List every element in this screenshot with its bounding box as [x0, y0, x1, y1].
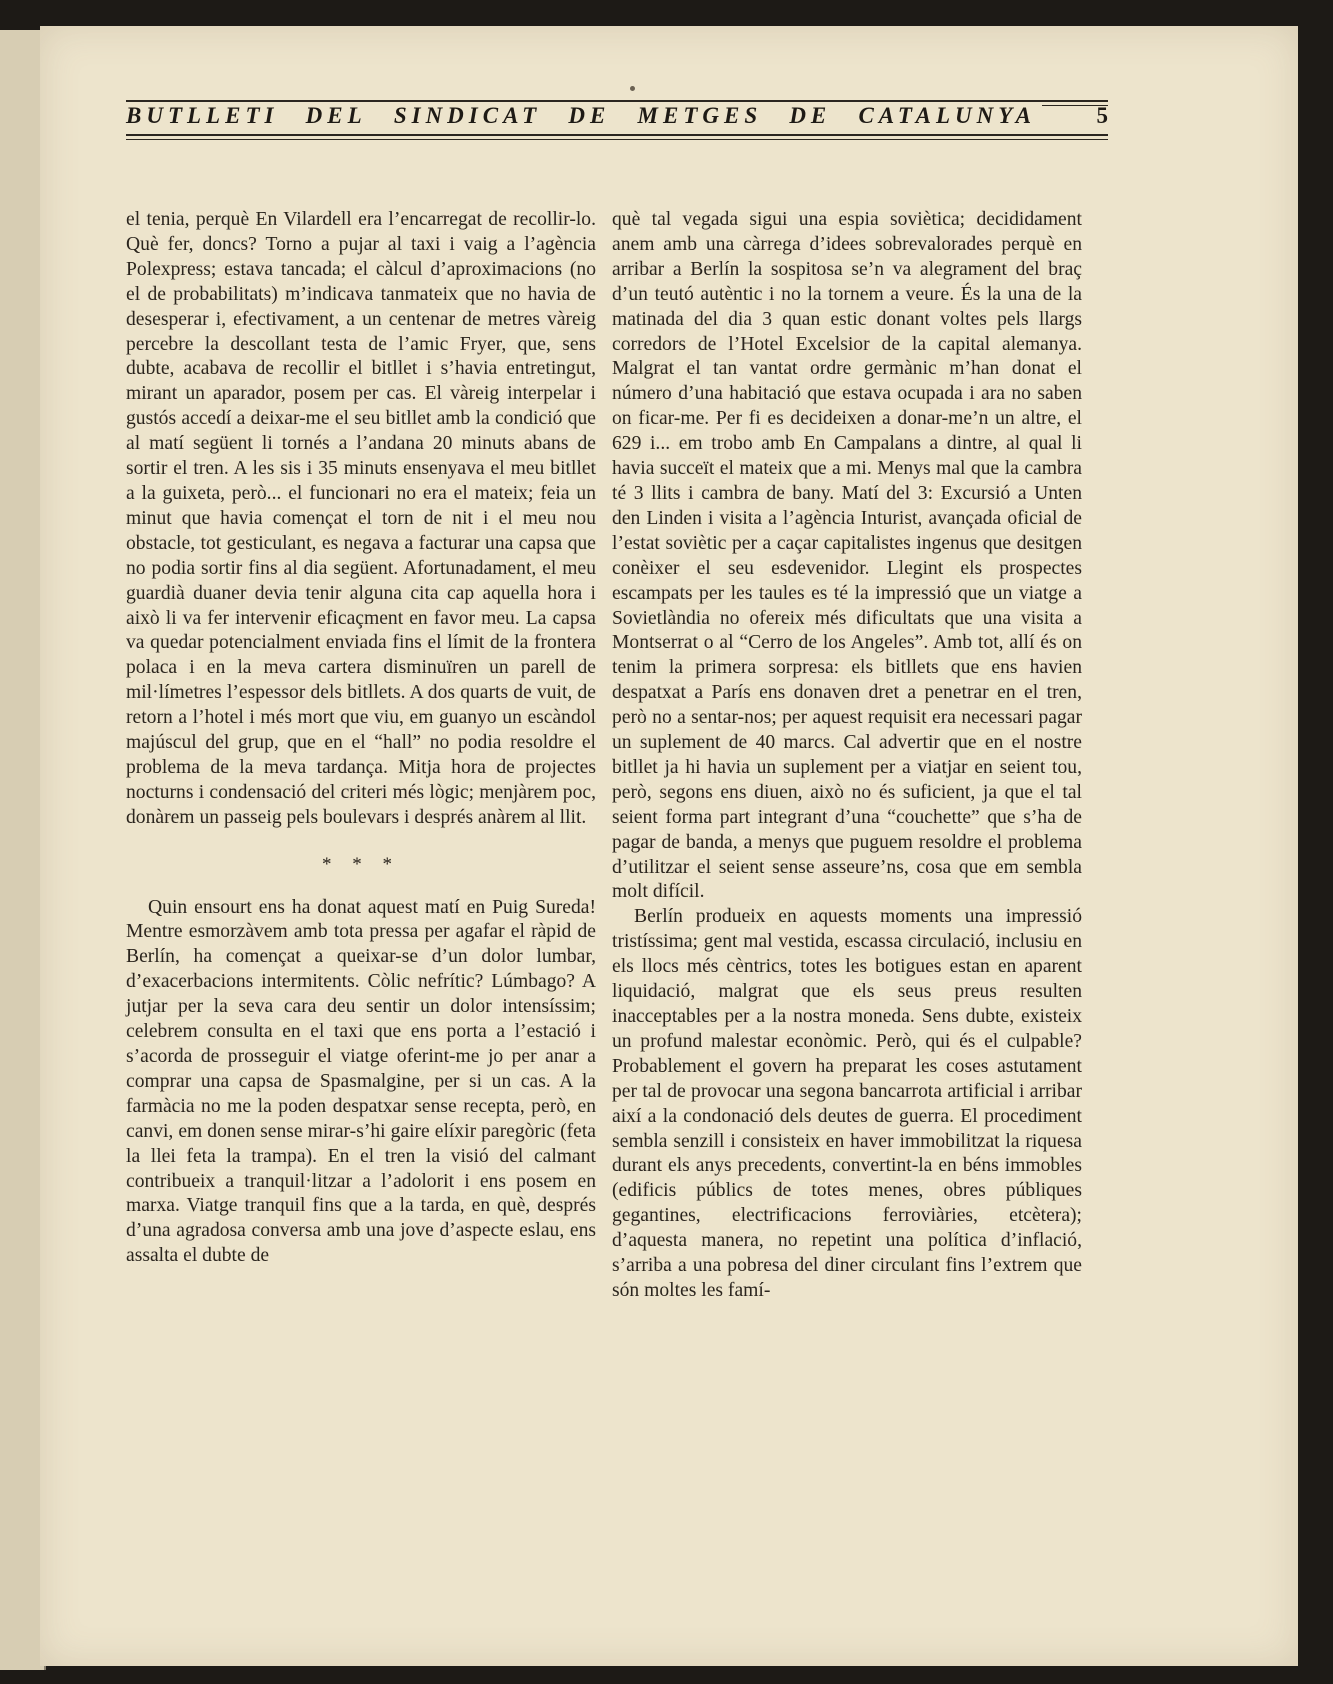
left-column: [126, 208, 596, 1269]
page-number: 5: [1096, 103, 1108, 128]
header-rule-bottom: [126, 134, 1108, 136]
paragraph: Quin ensourt ens ha donat aquest matí en Puig Sureda! Mentre esmorzàvem amb tota pressa per agafar el ràpid de Berlín, ha començat a queixar-se d’un dolor lumbar, d’exacerbacions intermitents. Còlic nefrític? Lúmbago? A jutjar per la seva cara deu sentir un dolor intensíssim; celebrem consulta en el taxi que ens porta a l’estació i s’acorda de prosseguir el viatge oferint-me jo per anar a comprar una capsa de Spasmalgine, per si un cas. A la farmàcia no me la poden despatxar sense recepta, però, en canvi, em donen sense mirar-s’hi gaire elíxir paregòric (feta la llei feta la trampa). En el tren la visió del calmant contribueix a tranquil·litzar a l’adolorit i ens posem en marxa. Viatge tranquil fins que a la tarda, en què, després d’una agradosa conversa amb una jove d’aspecte eslau, ens assalta el dubte de: [126, 896, 596, 1267]
page-header: [126, 90, 1108, 160]
paragraph: Berlín produeix en aquests moments una impressió tristíssima; gent mal vestida, escassa circulació, inclusiu en els llocs més cèntrics, totes les botigues estan en aparent liquidació, malgrat que els seus preus resulten inacceptables per a la nostra moneda. Sens dubte, existeix un profund malestar econòmic. Però, qui és el culpable? Probablement el govern ha preparat les coses astutament per tal de provocar una segona bancarrota artificial i arribar així a la condonació dels deutes de guerra. El procediment sembla senzill i consisteix en haver immobilitzat la riquesa durant els anys precedents, convertint-la en béns immobles (edificis públics de totes menes, obres públiques gegantines, electrificacions ferroviàries, etcètera); d’aquesta manera, no repetint una política d’inflació, s’arriba a una pobresa del diner circulant fins l’extrem que són moltes les famí-: [612, 906, 1082, 1301]
paragraph: el tenia, perquè En Vilardell era l’encarregat de recollir-lo. Què fer, doncs? Torno a pujar al taxi i vaig a l’agència Polexpress; estava tancada; el càlcul d’aproximacions (no el de probabilitats) m’indicava tanmateix que no havia de desesperar i, efectivament, a un centenar de metres vàreig percebre la descollant testa de l’amic Fryer, que, sens dubte, acabava de recollir el bitllet i s’havia entretingut, mirant un aparador, posem per cas. El vàreig interpelar i gustós accedí a deixar-me el seu bitllet amb la condició que al matí següent li tornés a l’andana 20 minuts abans de sortir el tren. A les sis i 35 minuts ensenyava el meu bitllet a la guixeta, però... el funcionari no era el mateix; feia un minut que havia començat el torn de nit i el meu nou obstacle, tot gesticulant, es negava a facturar una capsa que no podia sortir fins al dia següent. Afortunadament, el meu guardià duaner devia tenir alguna cita cap aquella hora i això li va fer intervenir eficaçment en favor meu. La capsa va quedar potencialment enviada fins el límit de la frontera polaca i en la meva cartera disminuïren un parell de mil·límetres l’espessor dels bitllets. A dos quarts de vuit, de retorn a l’hotel i més mort que viu, em guanyo un escàndol majúscul del grup, que en el “hall” no podia resoldre el problema de la meva tardança. Mitja hora de projectes nocturns i condensació del criteri més lògic; menjàrem poc, donàrem un passeig pels boulevars i després anàrem al llit.: [126, 209, 596, 828]
header-rule-top: [126, 100, 1108, 102]
title-word: BUTLLETI: [126, 103, 279, 128]
header-rule-bottom-thin: [126, 139, 1108, 140]
journal-title: [126, 103, 1042, 129]
title-word: DE: [568, 103, 611, 128]
paragraph: què tal vegada sigui una espia soviètica; decididament anem amb una càrrega d’idees sobrevalorades perquè en arribar a Berlín la sospitosa se’n va alegrament del braç d’un teutó autèntic i no la tornem a veure. És la una de la matinada del dia 3 quan estic donant voltes pels llargs corredors de l’Hotel Excelsior de la capital alemanya. Malgrat el tan vantat ordre germànic m’han donat el número d’una habitació que estava ocupada i ara no saben on ficar-me. Per fi es decideixen a donar-me’n un altre, el 629 i... em trobo amb En Campalans a dintre, al qual li havia succeït el mateix que a mi. Menys mal que la cambra té 3 llits i cambra de bany. Matí del 3: Excursió a Unten den Linden i visita a l’agència Inturist, avançada oficial de l’estat soviètic per a caçar capitalistes ingenus que desitgen conèixer el seu esdevenidor. Llegint els prospectes escampats per les taules es té la impressió que un viatge a Sovietlàndia no ofereix més dificultats que una visita a Montserrat o al “Cerro de los Angeles”. Amb tot, allí és on tenim la primera sorpresa: els bitllets que ens havien despatxat a París ens donaven dret a penetrar en el tren, però no a sentar-nos; per aquest requisit era necessari pagar un suplement de 40 marcs. Cal advertir que en el nostre bitllet ja hi havia un suplement per a viatjar en seient tou, però, segons ens diuen, això no és suficient, ja que el tal seient forma part integrant d’una “couchette” que s’ha de pagar de banda, a menys que puguem resoldre el problema d’utilitzar el seient sense asseure’ns, cosa que em sembla molt difícil.: [612, 209, 1082, 903]
title-word: DE: [789, 103, 832, 128]
title-word: CATALUNYA: [858, 103, 1036, 128]
right-column: [612, 208, 1082, 1304]
title-word: SINDICAT: [393, 103, 542, 128]
title-word: DEL: [305, 103, 367, 128]
title-word: METGES: [637, 103, 763, 128]
section-separator: * * *: [322, 853, 400, 875]
